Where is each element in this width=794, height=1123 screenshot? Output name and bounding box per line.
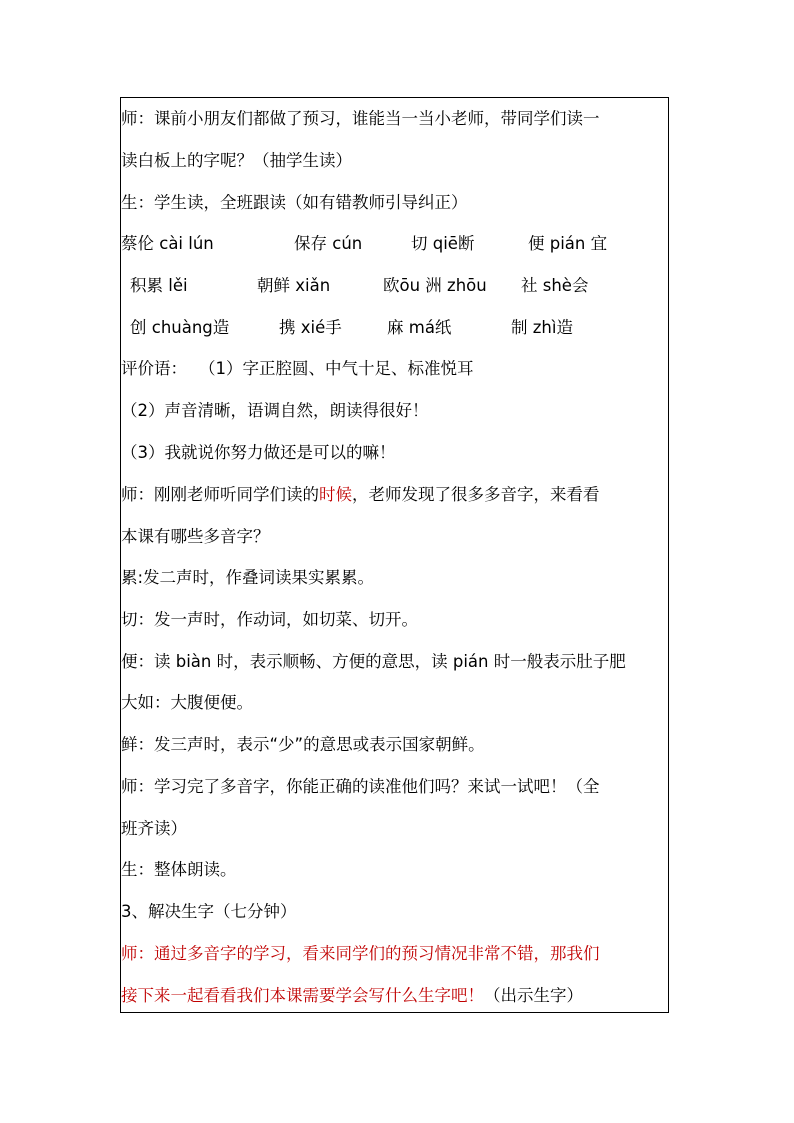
- teacher-newchars-text-black: （出示生字）: [484, 986, 583, 1005]
- evaluation-item-2: （2）声音清晰，语调自然，朗读得很好！: [121, 401, 429, 420]
- teacher-practice-line-1: 师：学习完了多音字，你能正确的读准他们吗？来试一试吧！（全: [121, 777, 600, 796]
- evaluation-label: 评价语：: [121, 359, 187, 378]
- student-read-all: 生：整体朗读。: [121, 860, 237, 879]
- evaluation-intro: [121, 358, 668, 380]
- teacher-line-1: 师：课前小朋友们都做了预习，谁能当一当小老师，带同学们读一: [121, 109, 600, 128]
- evaluation-item-1: （1）字正腔圆、中气十足、标准悦耳: [199, 359, 474, 378]
- teacher-line-2: 读白板上的字呢？（抽学生读）: [121, 151, 352, 170]
- teacher-polyphone-text-red: 时候: [319, 485, 352, 504]
- teacher-newchars-text-red: 接下来一起看看我们本课需要学会写什么生字吧！: [121, 986, 484, 1005]
- word-shehui: 社 shè会: [521, 276, 589, 295]
- word-pianyi: 便 pián 宜: [528, 234, 608, 253]
- word-zhizao: 制 zhì造: [511, 318, 573, 337]
- poly-lei: 累:发二声时，作叠词读果实累累。: [121, 568, 375, 587]
- evaluation-item-3: （3）我就说你努力做还是可以的嘛！: [121, 443, 396, 462]
- teacher-newchars-line-1: 师：通过多音字的学习，看来同学们的预习情况非常不错，那我们: [121, 944, 600, 963]
- word-chaoxian: 朝鲜 xiǎn: [257, 276, 331, 295]
- teacher-polyphone-intro: [121, 484, 668, 506]
- poly-bian-line-1: 便：读 biàn 时，表示顺畅、方便的意思，读 pián 时一般表示肚子肥: [121, 652, 626, 671]
- poly-xian: 鲜：发三声时，表示“少”的意思或表示国家朝鲜。: [121, 735, 485, 754]
- teacher-polyphone-text-b: ，老师发现了很多多音字，来看看: [352, 485, 600, 504]
- teacher-polyphone-line-2: 本课有哪些多音字？: [121, 527, 270, 546]
- section-3-heading: 3、解决生字（七分钟）: [121, 902, 297, 921]
- word-xieshou: 携 xié手: [279, 318, 342, 337]
- poly-bian-line-2: 大如：大腹便便。: [121, 693, 253, 712]
- word-jilei: 积累 lěi: [130, 276, 188, 295]
- teacher-practice-line-2: 班齐读）: [121, 819, 187, 838]
- word-chuangzao: 创 chuàng造: [130, 318, 230, 337]
- word-mazhi: 麻 má纸: [387, 318, 452, 337]
- student-line: 生：学生读，全班跟读（如有错教师引导纠正）: [121, 193, 468, 212]
- word-qieduan: 切 qiē断: [411, 234, 475, 253]
- word-ouzhou: 欧ōu 洲 zhōu: [383, 276, 487, 295]
- word-cailun: 蔡伦 cài lún: [121, 234, 214, 253]
- teacher-newchars-line-2: [121, 985, 668, 1007]
- teacher-polyphone-text-a: 师：刚刚老师听同学们读的: [121, 485, 319, 504]
- word-baocun: 保存 cún: [294, 234, 363, 253]
- poly-qie: 切：发一声时，作动词，如切菜、切开。: [121, 610, 418, 629]
